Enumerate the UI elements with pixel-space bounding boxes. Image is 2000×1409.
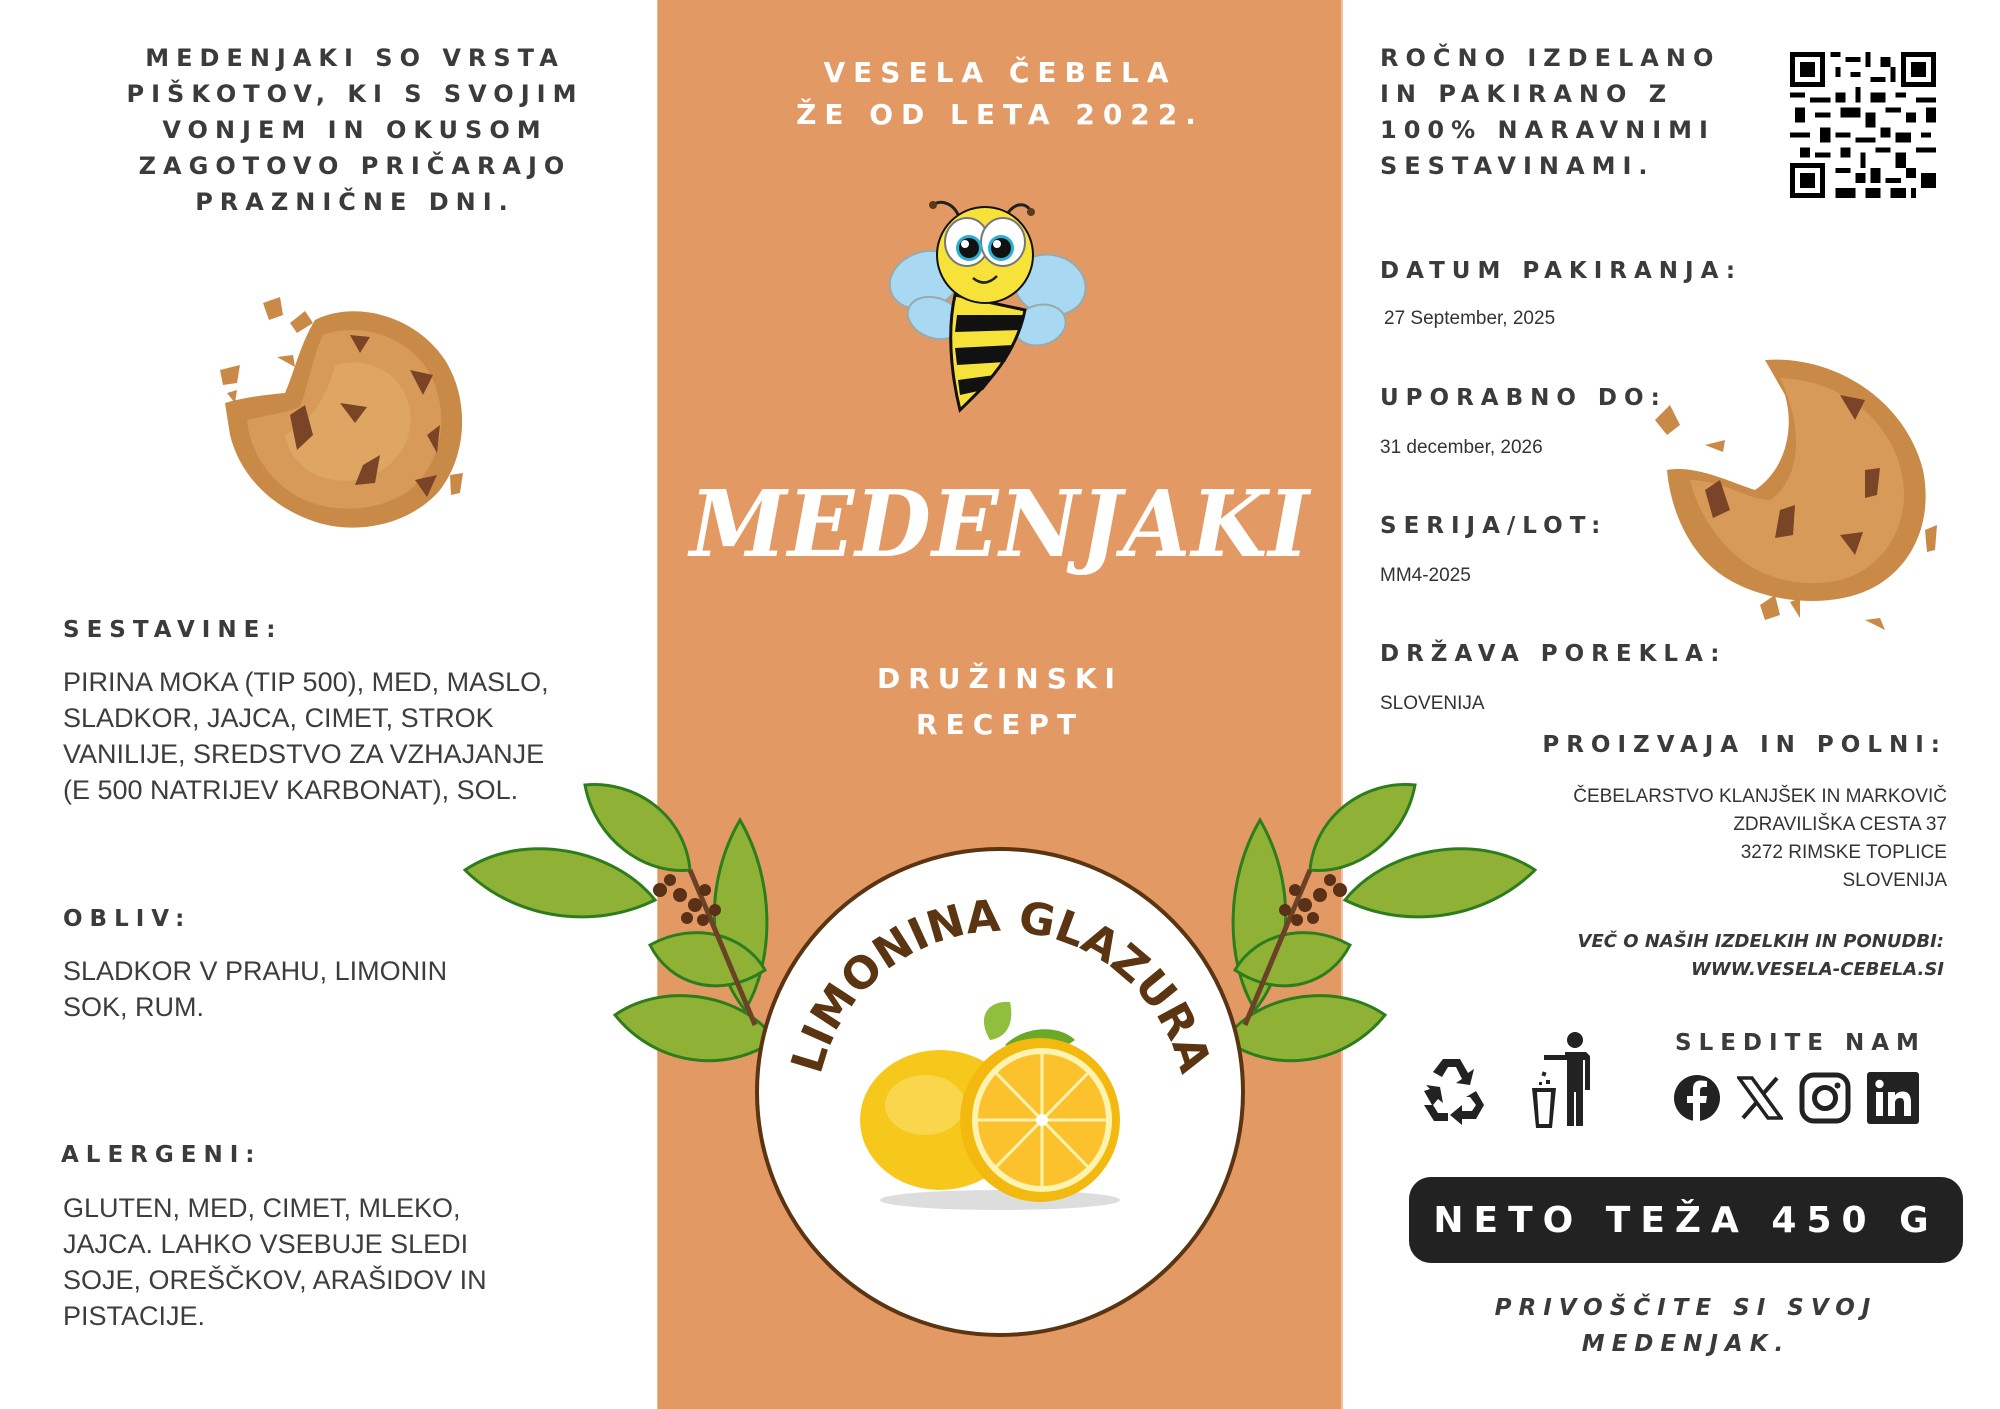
- tagline: [1409, 1290, 1963, 1362]
- allergens-line: PISTACIJE.: [63, 1301, 206, 1331]
- tagline-line: PRIVOŠČITE SI SVOJ: [1494, 1295, 1878, 1321]
- svg-text:LIMONINA GLAZURA: LIMONINA GLAZURA: [781, 890, 1221, 1079]
- packing-date-label: DATUM PAKIRANJA:: [1380, 258, 1743, 284]
- allergens-line: GLUTEN, MED, CIMET, MLEKO,: [63, 1193, 461, 1223]
- handmade-line: SESTAVINAMI.: [1380, 152, 1655, 180]
- lot-label: SERIJA/LOT:: [1380, 513, 1608, 539]
- handmade-line: IN PAKIRANO Z: [1380, 80, 1674, 108]
- qr-code-icon[interactable]: [1790, 52, 1936, 198]
- subtitle-line: DRUŽINSKI: [877, 662, 1123, 695]
- handmade-text: [1380, 40, 1720, 184]
- ingredients-line: SLADKOR, JAJCA, CIMET, STROK: [63, 703, 494, 733]
- x-icon[interactable]: [1737, 1075, 1783, 1121]
- intro-line: VONJEM IN OKUSOM: [162, 116, 548, 144]
- recycle-icon: [1418, 1055, 1488, 1127]
- glaze-text: [63, 953, 447, 1025]
- producer-street: ZDRAVILIŠKA CESTA 37: [1733, 814, 1947, 835]
- best-before-value: 31 december, 2026: [1380, 437, 1543, 458]
- glaze-line: SOK, RUM.: [63, 992, 205, 1022]
- cookie-bitten-icon: [1645, 340, 1945, 640]
- facebook-icon[interactable]: [1673, 1073, 1721, 1123]
- ingredients-line: (E 500 NATRIJEV KARBONAT), SOL.: [63, 775, 519, 805]
- packing-date-value: 27 September, 2025: [1384, 308, 1556, 329]
- subtitle-line: RECEPT: [916, 708, 1084, 741]
- producer-address: [1573, 783, 1947, 895]
- tagline-line: MEDENJAK.: [1581, 1331, 1791, 1357]
- producer-title: PROIZVAJA IN POLNI:: [1542, 732, 1947, 758]
- origin-value: SLOVENIJA: [1380, 693, 1485, 714]
- allergens-line: SOJE, OREŠČKOV, ARAŠIDOV IN: [63, 1265, 487, 1295]
- more-info: [1578, 928, 1944, 984]
- net-weight-badge: NETO TEŽA 450 G: [1409, 1177, 1963, 1263]
- linkedin-icon[interactable]: [1867, 1072, 1919, 1124]
- more-info-label: VEČ O NAŠIH IZDELKIH IN PONUDBI:: [1577, 931, 1944, 952]
- brand-text: [657, 52, 1343, 136]
- glaze-title: OBLIV:: [63, 906, 192, 932]
- follow-us-title: SLEDITE NAM: [1675, 1030, 1926, 1056]
- allergens-text: [63, 1190, 487, 1334]
- handmade-line: 100% NARAVNIMI: [1380, 116, 1715, 144]
- lot-value: MM4-2025: [1380, 565, 1471, 586]
- recipe-subtitle: [657, 656, 1343, 748]
- brand-name: VESELA ČEBELA: [823, 56, 1177, 89]
- instagram-icon[interactable]: [1799, 1072, 1851, 1124]
- origin-label: DRŽAVA POREKLA:: [1380, 641, 1727, 667]
- intro-text: [70, 40, 640, 220]
- product-title: MEDENJAKI: [689, 470, 1311, 578]
- intro-line: MEDENJAKI SO VRSTA: [145, 44, 565, 72]
- allergens-title: ALERGENI:: [61, 1142, 262, 1168]
- cookie-bitten-icon: [205, 275, 475, 545]
- best-before-label: UPORABNO DO:: [1380, 385, 1667, 411]
- producer-city: 3272 RIMSKE TOPLICE: [1740, 842, 1947, 863]
- glaze-line: SLADKOR V PRAHU, LIMONIN: [63, 956, 448, 986]
- producer-name: ČEBELARSTVO KLANJŠEK IN MARKOVIČ: [1573, 786, 1947, 807]
- website-link[interactable]: WWW.VESELA-CEBELA.SI: [1691, 959, 1944, 980]
- brand-since: ŽE OD LETA 2022.: [796, 98, 1204, 131]
- allergens-line: JAJCA. LAHKO VSEBUJE SLEDI: [63, 1229, 469, 1259]
- ingredients-line: VANILIJE, SREDSTVO ZA VZHAJANJE: [63, 739, 545, 769]
- producer-country: SLOVENIJA: [1842, 870, 1947, 891]
- bee-mascot-icon: [885, 190, 1105, 420]
- social-links: [1673, 1072, 1919, 1124]
- handmade-line: ROČNO IZDELANO: [1380, 44, 1721, 72]
- lemon-icon: [850, 1000, 1150, 1210]
- ingredients-title: SESTAVINE:: [63, 617, 283, 643]
- ingredients-line: PIRINA MOKA (TIP 500), MED, MASLO,: [63, 667, 549, 697]
- tidy-man-icon: [1530, 1030, 1600, 1130]
- intro-line: PRAZNIČNE DNI.: [195, 188, 515, 216]
- intro-line: ZAGOTOVO PRIČARAJO: [138, 152, 572, 180]
- intro-line: PIŠKOTOV, KI S SVOJIM: [126, 80, 584, 108]
